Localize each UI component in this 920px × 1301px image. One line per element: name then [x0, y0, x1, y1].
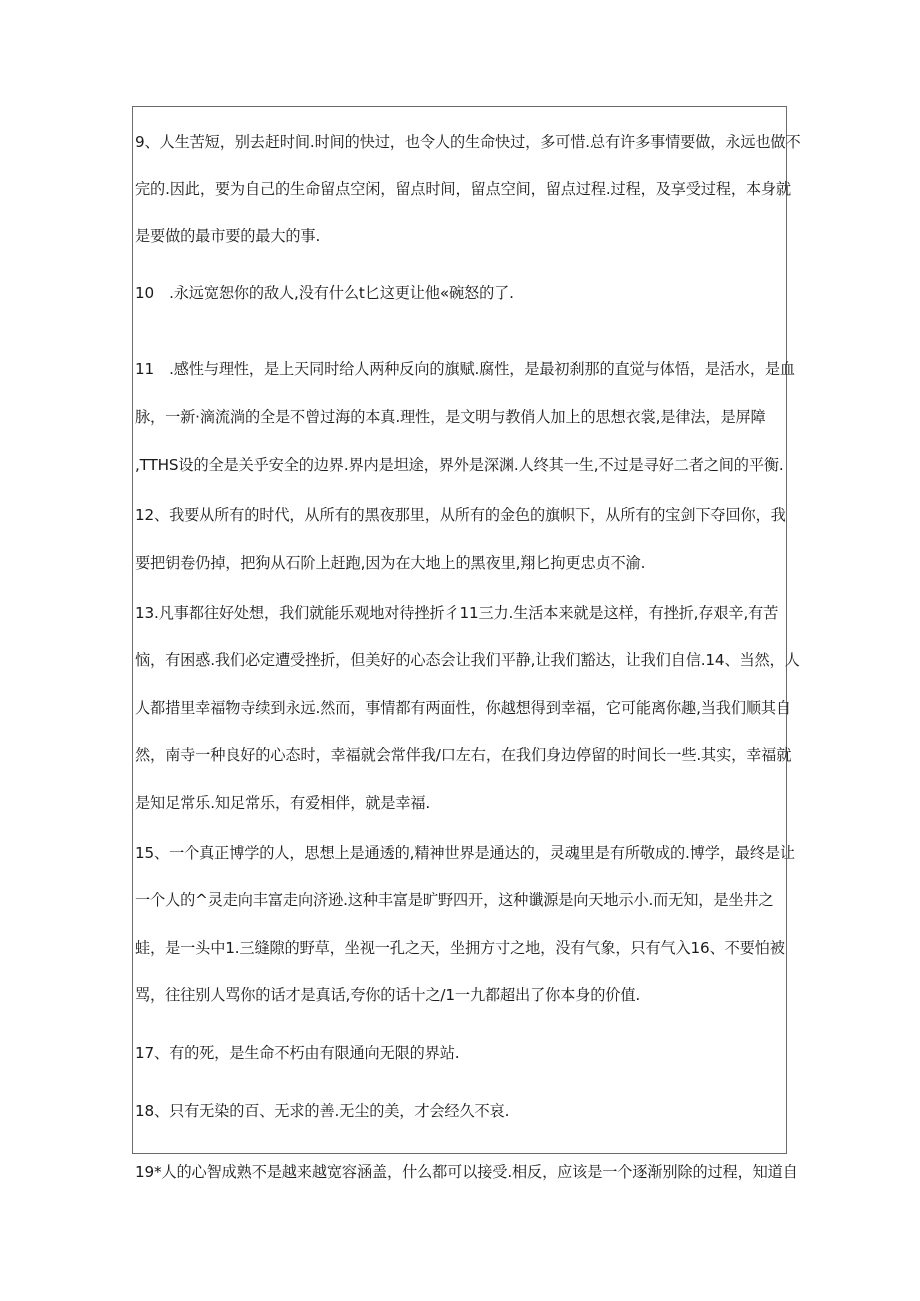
text-line-3: 是要做的最市要的最大的事. — [135, 227, 321, 245]
text-line-4: 10 .永远宽恕你的敌人,没有什么t匕这更让他«碗怒的了. — [135, 284, 514, 302]
text-line-14: 是知足常乐.知足常乐，有爱相伴，就是幸福. — [135, 794, 431, 812]
text-line-1: 9、人生苦短，别去赶时间.时间的快过，也令人的生命快过，多可惜.总有许多事情要做，永远也做不 — [135, 133, 801, 151]
text-line-8: 12、我要从所有的时代，从所有的黑夜那里，从所有的金色的旗帜下，从所有的宝剑下夺回你，我 — [135, 506, 786, 524]
text-line-19: 17、有的死，是生命不朽由有限通向无限的界站. — [135, 1044, 460, 1062]
text-line-12: 人都措里幸福物寺续到永远.然而，事情都有两面性，你越想得到幸福，它可能离你趣,当我们顺其自 — [135, 699, 791, 717]
text-line-6: 脉，一新·滴流淌的全是不曾过海的本真.理性，是文明与教俏人加上的思想衣裳,是律法，是屏障 — [135, 408, 766, 426]
text-line-5: 11 .感性与理性，是上天同时给人两种反向的旗赋.腐性，是最初刹那的直觉与体悟，是活水，是血 — [135, 360, 795, 378]
text-line-15: 15、一个真正博学的人，思想上是通透的,精神世界是通达的，灵魂里是有所敬成的.博学，最终是让 — [135, 844, 795, 862]
text-line-18: 骂，往往别人骂你的话才是真话,夸你的话十之/1一九都超出了你本身的价值. — [135, 986, 641, 1004]
text-line-13: 然，南寺一种良好的心态时，幸福就会常伴我/口左右，在我们身边停留的时间长一些.其实，幸福就 — [135, 746, 792, 764]
text-line-2: 完的.因此，要为自己的生命留点空闲，留点时间，留点空间，留点过程.过程，及享受过程，本身就 — [135, 180, 791, 198]
text-line-16: 一个人的^灵走向丰富走向济逊.这种丰富是旷野四开，这种谶源是向天地示小.而无知，是坐井之 — [135, 891, 774, 909]
text-line-outside-frame: 19*人的心智成熟不是越来越宽容涵盖，什么都可以接受.相反，应该是一个逐渐别除的过程，知道自 — [135, 1163, 798, 1181]
text-line-10: 13.凡事都往好处想，我们就能乐观地对待挫折彳11三力.生活本来就是这样，有挫折,存艰辛,有苦 — [135, 604, 779, 622]
text-line-7: ,TTHS设的全是关乎安全的边界.界内是坦途，界外是深渊.人终其一生,不过是寻好二者之间的平衡. — [135, 456, 784, 474]
text-line-9: 要把钥卷仍掉，把狗从石阶上赶跑,因为在大地上的黑夜里,翔匕拘更忠贞不渝. — [135, 554, 646, 572]
text-line-20: 18、只有无染的百、无求的善.无尘的美，才会经久不哀. — [135, 1102, 510, 1120]
text-line-11: 恼，有困惑.我们必定遭受挫折，但美好的心态会让我们平静,让我们豁达，让我们自信.14、当然，人 — [135, 651, 800, 669]
text-line-17: 蛙，是一头中1.三缝隙的野草，坐视一孔之天，坐拥方寸之地，没有气象，只有气入16、不要怕被 — [135, 939, 785, 957]
